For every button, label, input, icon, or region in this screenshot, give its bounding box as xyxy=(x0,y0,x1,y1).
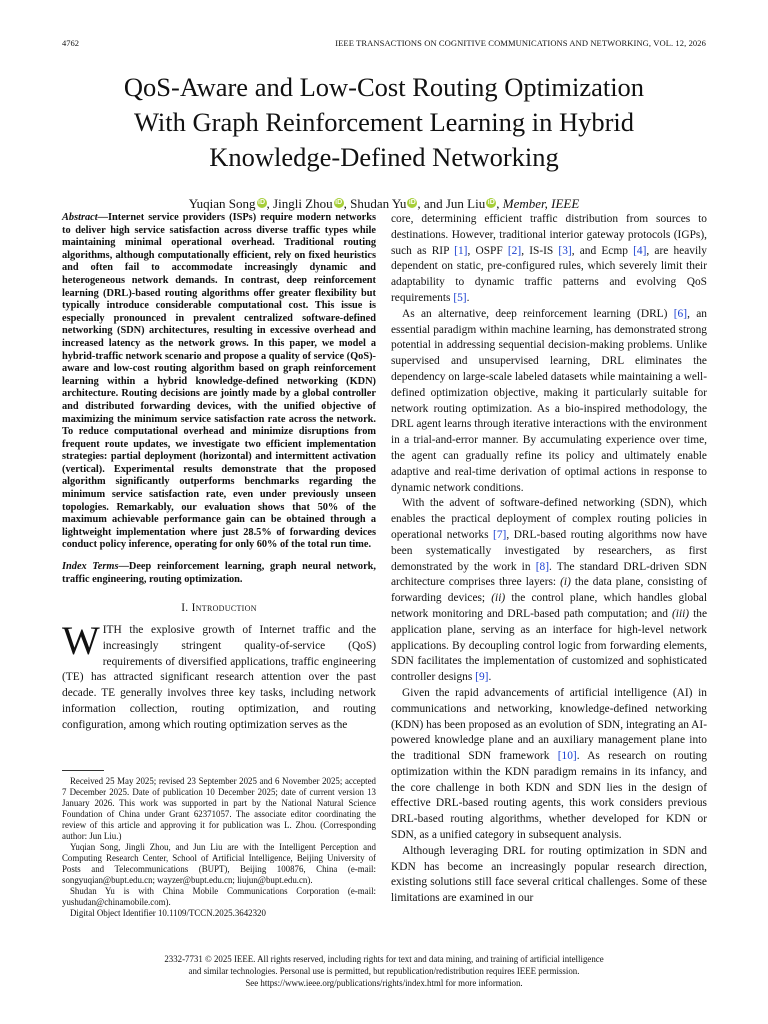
abstract xyxy=(62,212,376,552)
text-run: Although leveraging DRL for routing optimization in SDN and KDN has become an increasingly popular research direction, existing solutions still face several critical challenges. Some of these limitations are examined in our xyxy=(391,844,707,905)
text-run: Given the rapid advancements of artificial intelligence (AI) in communications and networking, knowledge-defined networking (KDN) has been proposed as an evolution of SDN, integrating an AI-powered knowledge plane and an auxiliary management plane into the traditional SDN framework xyxy=(391,686,707,763)
citation-link[interactable]: [6] xyxy=(673,307,688,320)
author-name: Jingli Zhou xyxy=(273,196,333,211)
citation-link[interactable]: [5] xyxy=(453,291,467,304)
footnote-affiliation: Yuqian Song, Jingli Zhou, and Jun Liu are with the Intelligent Perception and Computing Research Center, School of Artificial Intelligence, Beijing University of Posts and Telecommunications (BUPT), Beijing 100876, China (e-mail: songyuqian@bupt.edu.cn; wayzer@bupt.edu.cn; liujun@bupt.edu.cn). xyxy=(62,842,376,885)
citation-link[interactable]: [1] xyxy=(454,244,468,257)
abstract-dash: — xyxy=(97,212,108,223)
body-paragraph xyxy=(391,844,707,907)
drop-cap: W xyxy=(62,618,100,664)
body-paragraph xyxy=(391,307,707,497)
section-title: Introduction xyxy=(191,602,257,615)
citation-link[interactable]: [9] xyxy=(475,671,489,684)
title-line: With Graph Reinforcement Learning in Hybrid xyxy=(133,107,635,137)
orcid-icon[interactable]: iD xyxy=(487,199,495,206)
index-terms-label: Index Terms xyxy=(62,561,119,573)
orcid-icon[interactable]: iD xyxy=(408,199,416,206)
citation-link[interactable]: [10] xyxy=(557,750,577,763)
copyright-line: See https://www.ieee.org/publications/rights/index.html for more information. xyxy=(245,978,523,988)
orcid-icon[interactable]: iD xyxy=(335,199,343,206)
journal-running-header: IEEE TRANSACTIONS ON COGNITIVE COMMUNICATIONS AND NETWORKING, VOL. 12, 2026 xyxy=(335,38,706,48)
body-paragraph xyxy=(391,686,707,844)
citation-link[interactable]: [2] xyxy=(507,244,522,257)
page-number: 4762 xyxy=(62,38,79,48)
text-run: , an essential paradigm within machine learning, has demonstrated strong potential in addressing sequential decision-making problems. Unlike supervised and unsupervised learning, DRL eliminates the dependency on large-scale labeled datasets while maintaining a well-defined optimization objective, making it particularly suitable for network routing optimization. As a bio-inspired methodology, the DRL agent learns through iterative interactions with the environment in a trial-and-error manner. By accumulating experience over time, the agent can gradually refine its policy and ultimately enable adaptive and real-time derivation of optimal actions in response to dynamic network conditions. xyxy=(391,307,707,494)
paper-title xyxy=(40,70,728,175)
title-line: QoS-Aware and Low-Cost Routing Optimization xyxy=(123,72,645,102)
citation-link[interactable]: [3] xyxy=(558,244,572,257)
footnote-received: Received 25 May 2025; revised 23 September 2025 and 6 November 2025; accepted 7 December 2025. Date of publication 10 December 2025; date of current version 13 January 2026. This work was supported in part by the National Natural Science Foundation of China under Grant 62371057. The associate editor coordinating the review of this article and approving it for publication was L. Zhou. (Corresponding author: Jun Liu.) xyxy=(62,776,376,841)
intro-paragraph xyxy=(62,618,376,734)
index-terms-text: Deep reinforcement learning, graph neural network, traffic engineering, routing optimization. xyxy=(62,561,376,585)
footnote-rule xyxy=(62,770,104,771)
right-column xyxy=(391,212,707,907)
orcid-icon[interactable]: iD xyxy=(258,199,266,206)
text-run: , and Ecmp xyxy=(571,244,634,257)
text-run: core, determining efficient traffic distribution from sources to destinations. However, traditional interior gateway protocols (IGPs), such as RIP xyxy=(391,213,707,257)
citation-link[interactable]: [8] xyxy=(535,560,549,573)
author-name: Jun Liu xyxy=(445,196,486,211)
author-separator: , xyxy=(496,196,503,211)
index-terms-dash: — xyxy=(118,561,129,573)
intro-text: ITH the explosive growth of Internet traffic and the increasingly stringent quality-of-service (QoS) requirements of diversified applications, traffic engineering (TE) has attracted significant research attention over the past decade. TE generally involves three key tasks, including network information collection, routing optimization, and routing configuration, among which routing optimization serves as the xyxy=(62,624,376,731)
text-run: the control plane, which handles global network monitoring and DRL-based path computation; and xyxy=(391,592,707,620)
text-run: . As research on routing optimization within the KDN paradigm remains in its infancy, and the core challenge in both KDN and SDN lies in the design of effective DRL-based routing agents, this work considers previous DRL-based routing algorithms, whether developed for KDN or SDN, as a unified category in subsequent analysis. xyxy=(391,750,708,842)
enum-marker: (iii) xyxy=(672,607,690,620)
footnote-doi: Digital Object Identifier 10.1109/TCCN.2025.3642320 xyxy=(70,908,266,918)
footnotes xyxy=(62,776,376,919)
enum-marker: (i) xyxy=(560,576,571,589)
enum-marker: (ii) xyxy=(491,592,506,605)
footnote-affiliation-2: Shudan Yu is with China Mobile Communications Corporation (e-mail: yushudan@chinamobile.com). xyxy=(62,886,376,907)
copyright-line: 2332-7731 © 2025 IEEE. All rights reserved, including rights for text and data mining, and training of artificial intelligence xyxy=(164,954,604,964)
section-numeral: I. xyxy=(181,602,189,615)
body-paragraph xyxy=(391,496,707,686)
index-terms xyxy=(62,561,376,586)
text-run: , OSPF xyxy=(467,244,508,257)
author-separator: , xyxy=(266,196,274,211)
author-name: Yuqian Song xyxy=(188,196,256,211)
author-separator: , and xyxy=(417,196,446,211)
text-run: , IS-IS xyxy=(521,244,559,257)
citation-link[interactable]: [7] xyxy=(493,528,507,541)
author-separator: , xyxy=(343,196,351,211)
text-run: the application plane, serving as an interface for high-level network applications. By decoupling control logic from forwarding elements, SDN facilitates the implementation of customized and sophisticated controller designs xyxy=(391,607,707,684)
text-run: . xyxy=(466,291,470,304)
text-run: , DRL-based routing algorithms now have been systematically investigated by researchers, as first demonstrated by the work in xyxy=(391,528,707,573)
author-name: Shudan Yu xyxy=(350,196,407,211)
body-paragraph xyxy=(391,212,707,307)
title-line: Knowledge-Defined Networking xyxy=(209,142,559,172)
text-run: As an alternative, deep reinforcement learning (DRL) xyxy=(402,307,674,320)
section-heading xyxy=(62,601,376,617)
abstract-label: Abstract xyxy=(62,212,98,223)
text-run: . xyxy=(488,671,492,684)
author-membership: Member, IEEE xyxy=(502,196,580,211)
text-run: , are heavily dependent on static, pre-configured rules, which severely limit their adaptability to dynamic traffic patterns and evolving QoS requirements xyxy=(391,244,708,304)
abstract-text: Internet service providers (ISPs) require modern networks to deliver high service satisfaction across diverse traffic types while maintaining minimal operational overhead. Traditional routing algorithms, although computationally efficient, rely on fixed heuristics and often fail to accommodate increasingly dynamic and heterogeneous network demands. In contrast, deep reinforcement learning (DRL)-based routing algorithms offer greater flexibility but typically introduce considerable computational cost. This issue is especially pronounced in prevalent centralized software-defined networking (SDN) architectures, resulting in excessive overhead and increased latency as the network grows. In this paper, we model a hybrid-traffic network scenario and propose a quality of service (QoS)-aware and low-cost routing algorithm based on graph reinforcement learning within a hybrid knowledge-defined networking (KDN) architecture. Routing decisions are jointly made by a global controller and distributed forwarding devices, with the unified objective of maximizing the minimum service satisfaction rate across the network. To reduce computational overhead and minimize disruptions from frequent route updates, we investigate two efficient implementation strategies: partial deployment (horizontal) and intermittent activation (vertical). Experimental results demonstrate that the proposed algorithm significantly outperforms benchmarks regarding the minimum service satisfaction rate, even under previously unseen topologies. Remarkably, our evaluation shows that 50% of the maximum achievable performance gain can be obtained through a lightweight implementation where just 28.5% of forwarding devices conduct policy inference, operating for only 60% of the total run time. xyxy=(62,212,376,551)
citation-link[interactable]: [4] xyxy=(633,244,647,257)
copyright-line: and similar technologies. Personal use is permitted, but republication/redistribution requires IEEE permission. xyxy=(188,966,580,976)
text-run: . The standard DRL-driven SDN architecture comprises three layers: xyxy=(391,560,707,589)
left-column xyxy=(62,212,376,734)
text-run: the data plane, consisting of forwarding devices; xyxy=(391,576,708,605)
copyright-notice xyxy=(40,953,728,989)
author-list xyxy=(40,196,728,212)
text-run: With the advent of software-defined networking (SDN), which enables the practical deployment of complex routing policies in operational networks xyxy=(391,497,707,541)
